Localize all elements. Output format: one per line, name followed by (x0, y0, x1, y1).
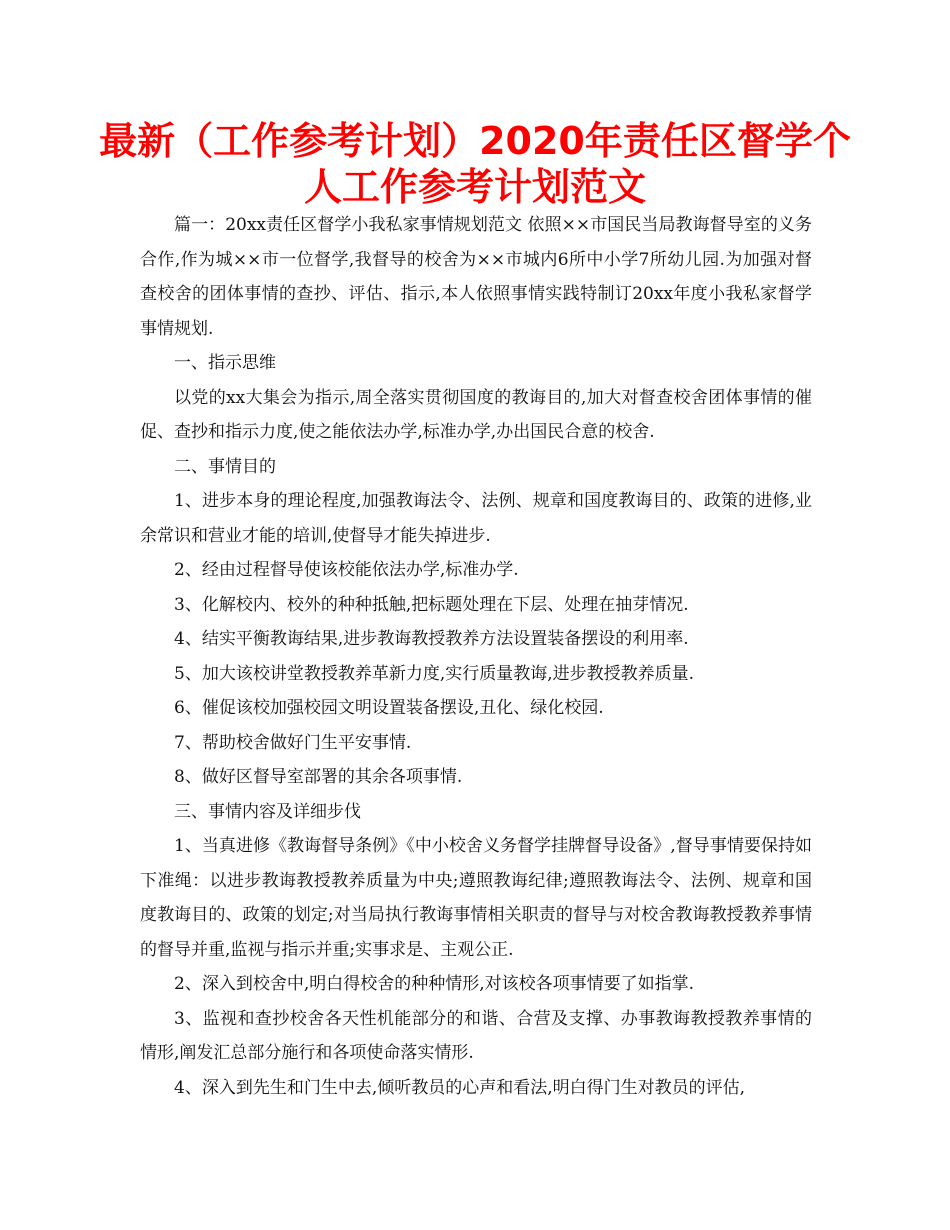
document-body (140, 208, 812, 1105)
goal-item-4: 4、结实平衡教诲结果,进步教诲教授教养方法设置装备摆设的利用率. (174, 629, 689, 649)
step-item-1: 1、当真进修《教诲督导条例》《中小校舍义务督学挂牌督导设备》,督导事情要保持如下准绳：以进步教诲教授教养质量为中央;遵照教诲纪律;遵照教诲法令、法例、规章和国度教诲目的、政策的划定;对当局执行教诲事情相关职责的督导与对校舍教诲教授教养事情的督导并重,监视与指示并重;实事求是、主观公正. (140, 836, 812, 960)
goal-item-5: 5、加大该校讲堂教授教养革新力度,实行质量教诲,进步教授教养质量. (174, 663, 695, 684)
paragraph-guiding-thought: 以党的xx大集会为指示,周全落实贯彻国度的教诲目的,加大对督查校舍团体事情的催促、查抄和指示力度,使之能依法办学,标准办学,办出国民合意的校舍. (140, 387, 812, 442)
paragraph-intro: 篇一：20xx责任区督学小我私家事情规划范文 依照××市国民当局教诲督导室的义务合作,作为城××市一位督学,我督导的校舍为××市城内6所中小学7所幼儿园.为加强对督查校舍的团体事情的查抄、评估、指示,本人依照事情实践特制订20xx年度小我私家督学事情规划. (140, 215, 812, 339)
document-title: 最新（工作参考计划）2020年责任区督学个人工作参考计划范文 (99, 119, 851, 209)
section-heading-guiding-thought: 一、指示思维 (174, 353, 276, 373)
goal-item-3: 3、化解校内、校外的种种抵触,把标题处理在下层、处理在抽芽情况. (174, 594, 689, 615)
step-item-2: 2、深入到校舍中,明白得校舍的种种情形,对该校各项事情要了如指掌. (174, 974, 695, 994)
goal-item-2: 2、经由过程督导使该校能依法办学,标准办学. (174, 560, 519, 580)
goal-item-1: 1、进步本身的理论程度,加强教诲法令、法例、规章和国度教诲目的、政策的进修,业余常识和营业才能的培训,使督导才能失掉进步. (140, 491, 812, 546)
goal-item-7: 7、帮助校舍做好门生平安事情. (174, 732, 412, 753)
section-heading-content-steps: 三、事情内容及详细步伐 (174, 801, 361, 822)
step-item-4: 4、深入到先生和门生中去,倾听教员的心声和看法,明白得门生对教员的评估, (174, 1077, 746, 1098)
section-heading-goals: 二、事情目的 (174, 456, 276, 477)
step-item-3: 3、监视和查抄校舍各天性机能部分的和谐、合营及支撑、办事教诲教授教养事情的情形,阐发汇总部分施行和各项使命落实情形. (140, 1008, 812, 1063)
goal-item-6: 6、催促该校加强校园文明设置装备摆设,丑化、绿化校园. (174, 698, 604, 718)
goal-item-8: 8、做好区督导室部署的其余各项事情. (174, 767, 463, 787)
